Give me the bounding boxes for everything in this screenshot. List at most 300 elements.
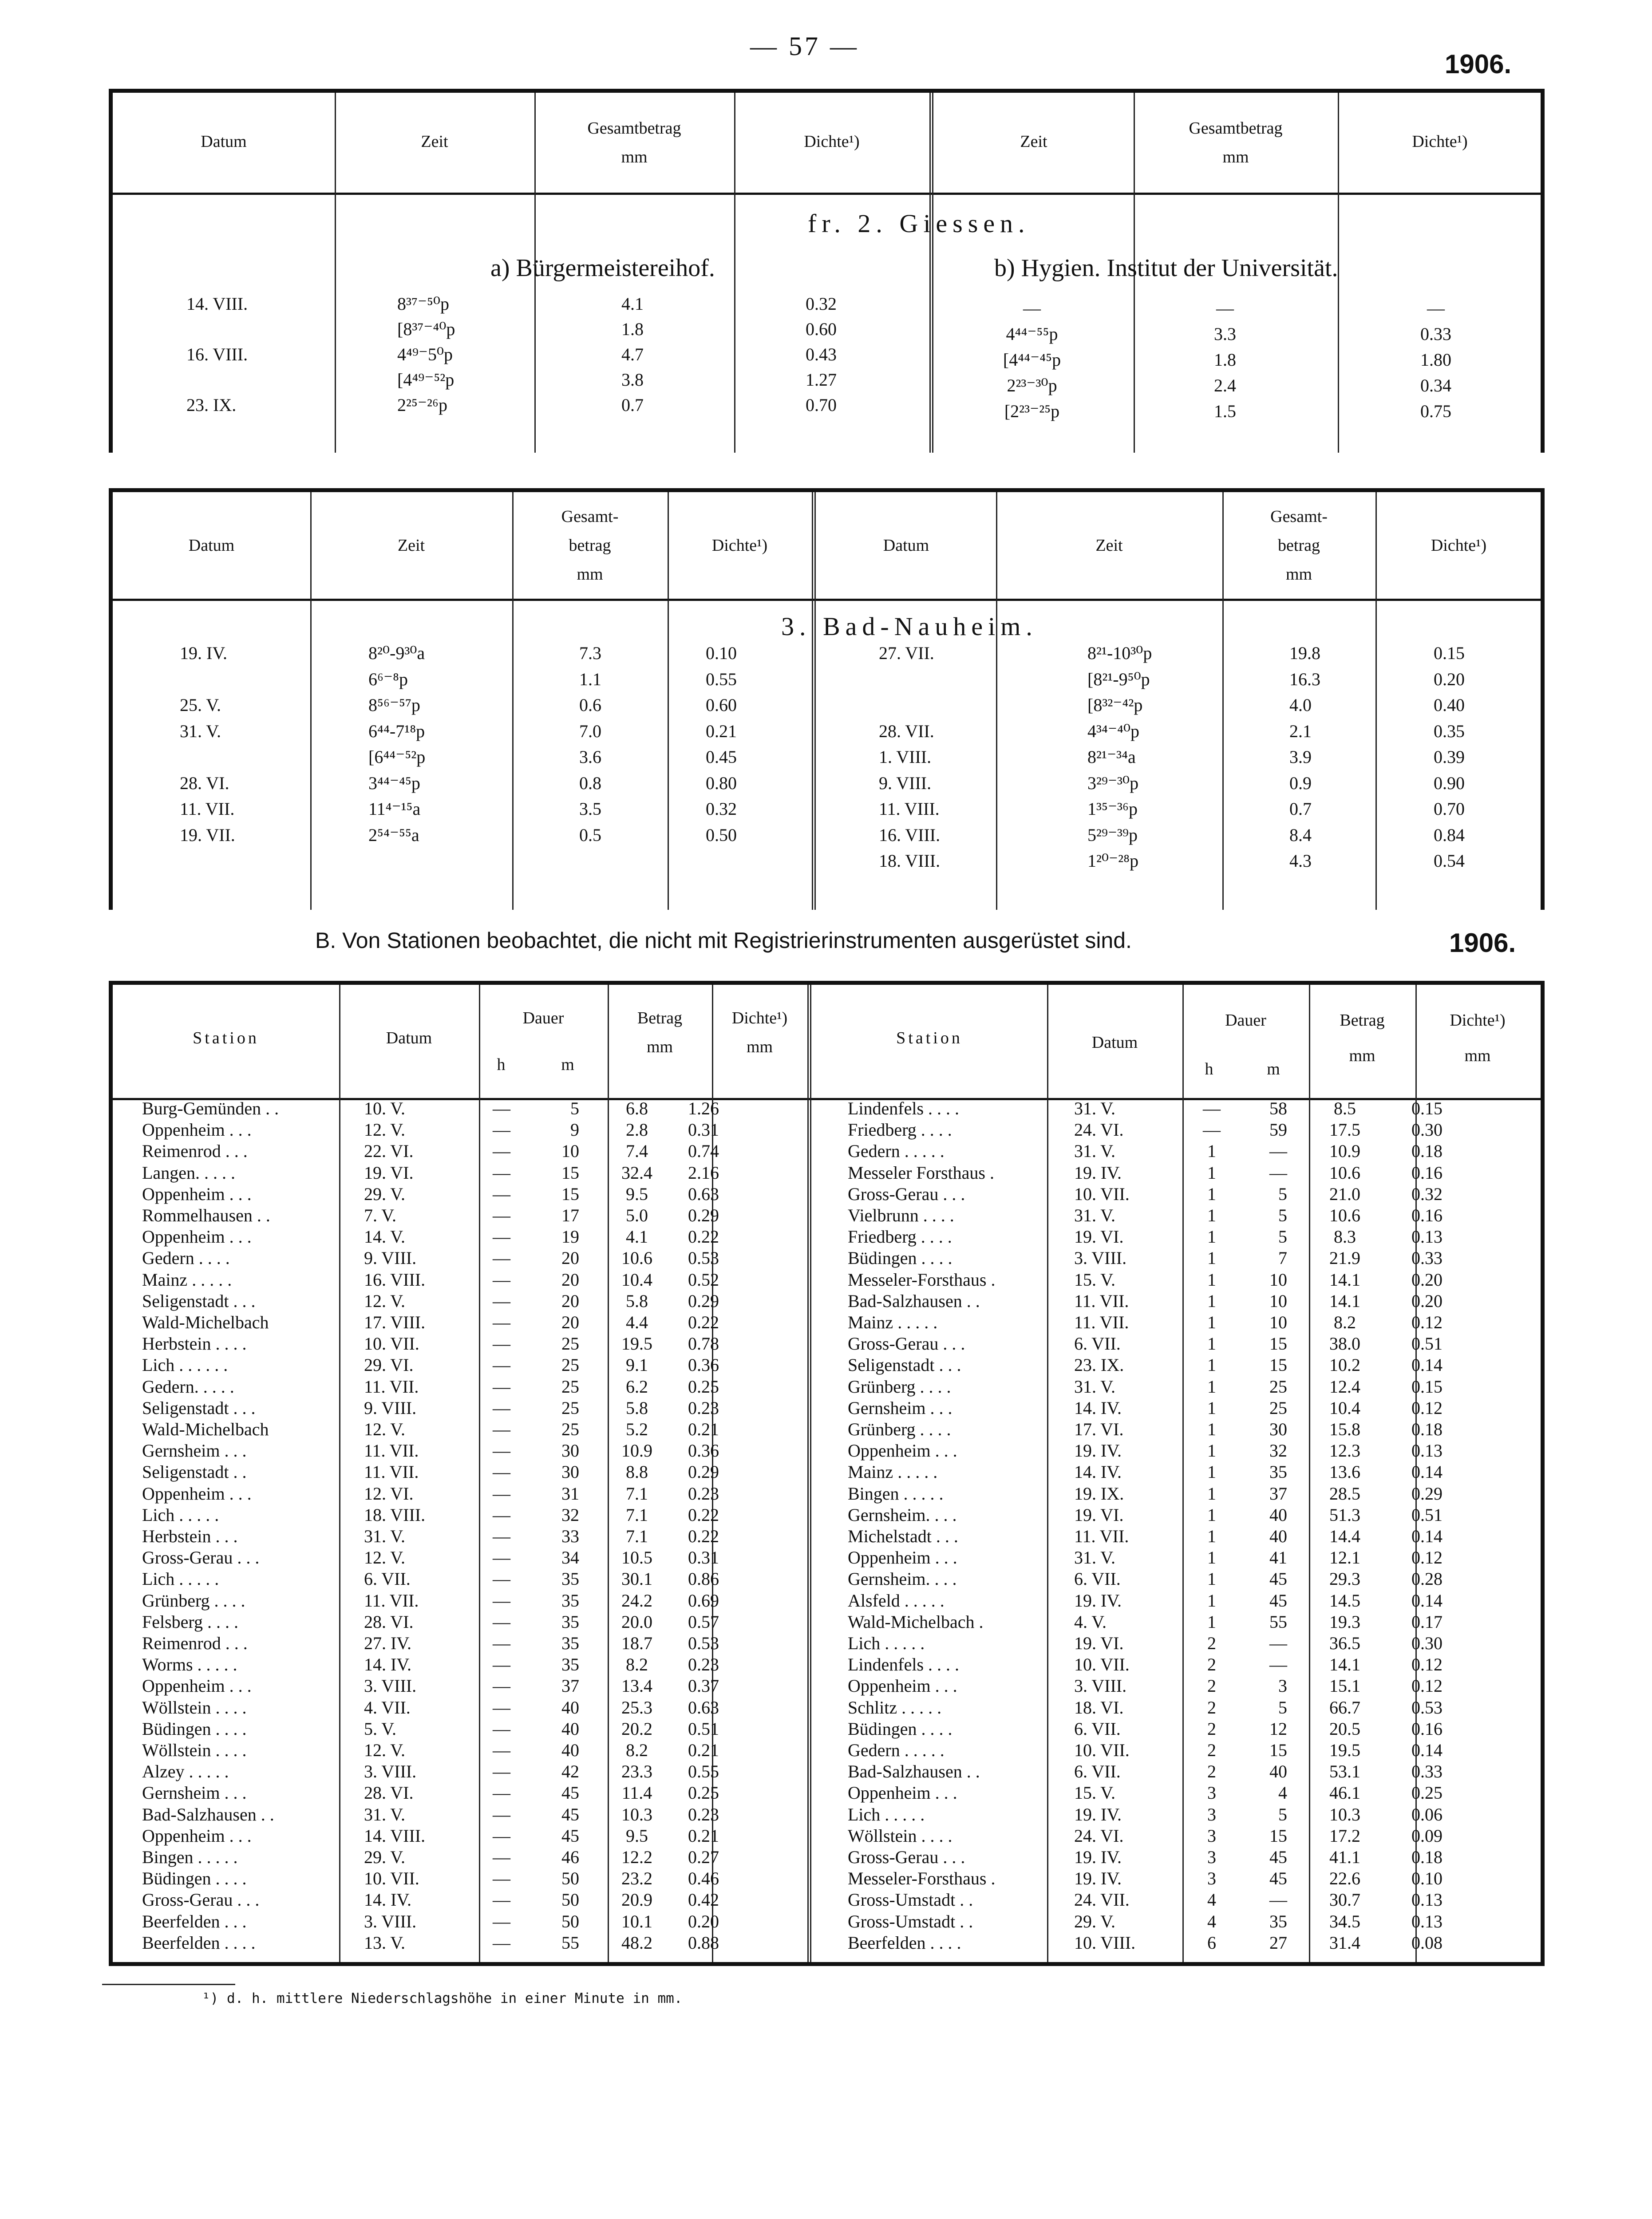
datum-cell: 28. VI.: [364, 1783, 414, 1803]
minutes-cell: 50: [561, 1890, 579, 1910]
hours-cell: 3: [1207, 1825, 1216, 1846]
datum-cell: 31. V.: [180, 721, 221, 741]
dichte-cell: 0.12: [1411, 1548, 1443, 1568]
header-unit: mm: [746, 1038, 773, 1056]
hours-cell: —: [493, 1504, 510, 1525]
minutes-cell: 15: [1269, 1355, 1287, 1375]
datum-cell: 18. VIII.: [879, 851, 941, 871]
datum-cell: 18. VIII.: [364, 1504, 426, 1525]
dichte-cell: 0.36: [688, 1355, 719, 1375]
datum-cell: 29. V.: [364, 1847, 406, 1867]
dichte-cell: 0.39: [1434, 747, 1465, 767]
dichte-cell: 0.10: [706, 643, 737, 663]
dichte-cell: 0.12: [1411, 1676, 1443, 1696]
datum-cell: 3. VIII.: [1074, 1248, 1127, 1268]
minutes-cell: 10: [1269, 1269, 1287, 1290]
datum-cell: 3. VIII.: [364, 1676, 417, 1696]
header-dichte: Dichte¹): [711, 536, 768, 555]
datum-cell: 6. VII.: [364, 1569, 411, 1589]
minutes-cell: 45: [1269, 1590, 1287, 1611]
hours-cell: 1: [1207, 1526, 1216, 1546]
dichte-cell: 0.53: [1411, 1697, 1443, 1718]
zeit-cell: 2²³⁻³⁰p: [1007, 375, 1057, 395]
betrag-cell: 3.6: [579, 747, 601, 767]
minutes-cell: 40: [561, 1697, 579, 1718]
datum-cell: 17. VI.: [1074, 1419, 1124, 1439]
minutes-cell: 40: [1269, 1761, 1287, 1782]
hours-cell: —: [493, 1890, 510, 1910]
zeit-cell: —: [1023, 298, 1041, 318]
hours-cell: —: [493, 1569, 510, 1589]
station-cell: Seligenstadt . . .: [142, 1398, 256, 1418]
station-cell: Gross-Gerau . . .: [142, 1890, 260, 1910]
dichte-cell: 0.21: [688, 1419, 719, 1439]
minutes-cell: 35: [561, 1633, 579, 1653]
minutes-cell: 31: [561, 1483, 579, 1504]
datum-cell: 12. VI.: [364, 1483, 414, 1504]
zeit-cell: [8³²⁻⁴²p: [1087, 695, 1143, 715]
dichte-cell: 0.33: [1411, 1761, 1443, 1782]
footnote: ¹) d. h. mittlere Niederschlagshöhe in einer Minute in mm.: [202, 1990, 683, 2006]
station-cell: Gedern . . . . .: [848, 1740, 945, 1760]
station-cell: Lich . . . . .: [142, 1569, 219, 1589]
station-cell: Oppenheim . . .: [142, 1184, 252, 1204]
datum-cell: 31. V.: [364, 1526, 406, 1546]
minutes-cell: 45: [1269, 1847, 1287, 1867]
header-hours: h: [1205, 1060, 1213, 1078]
header-zeit: Zeit: [397, 536, 425, 555]
dichte-cell: 1.27: [806, 370, 837, 390]
page-number: — 57 —: [750, 32, 859, 61]
dichte-cell: 0.33: [1420, 324, 1451, 344]
betrag-cell: 28.5: [1329, 1483, 1360, 1504]
hours-cell: —: [493, 1334, 510, 1354]
dichte-cell: 0.69: [688, 1590, 719, 1611]
datum-cell: 11. VII.: [364, 1462, 419, 1482]
betrag-cell: 7.4: [626, 1141, 648, 1161]
zeit-cell: [4⁴⁹⁻⁵²p: [397, 370, 454, 390]
dichte-cell: 0.35: [1434, 721, 1465, 741]
dichte-cell: 0.09: [1411, 1825, 1443, 1846]
station-cell: Schlitz . . . . .: [848, 1697, 942, 1718]
minutes-cell: 5: [1278, 1184, 1287, 1204]
minutes-cell: 30: [1269, 1419, 1287, 1439]
zeit-cell: [6⁴⁴⁻⁵²p: [368, 747, 426, 767]
betrag-cell: 11.4: [621, 1783, 652, 1803]
zeit-cell: 5²⁹⁻³⁹p: [1087, 825, 1138, 845]
minutes-cell: 15: [561, 1184, 579, 1204]
hours-cell: 1: [1207, 1462, 1216, 1482]
dichte-cell: 0.22: [688, 1312, 719, 1332]
betrag-cell: 38.0: [1329, 1334, 1360, 1354]
station-cell: Beerfelden . . . .: [848, 1932, 961, 1953]
betrag-cell: 10.5: [621, 1548, 652, 1568]
hours-cell: —: [493, 1398, 510, 1418]
minutes-cell: 45: [1269, 1569, 1287, 1589]
header-hours: h: [497, 1055, 506, 1074]
betrag-cell: 4.4: [626, 1312, 648, 1332]
datum-cell: 10. VII.: [1074, 1184, 1130, 1204]
station-cell: Gross-Umstadt . .: [848, 1911, 973, 1931]
datum-cell: 10. VII.: [1074, 1654, 1130, 1675]
datum-cell: 19. VII.: [180, 825, 235, 845]
dichte-cell: 0.20: [1434, 669, 1465, 689]
betrag-cell: 8.3: [1334, 1227, 1356, 1247]
datum-cell: 1. VIII.: [879, 747, 932, 767]
section-title-bad-nauheim: 3. Bad-Nauheim.: [781, 612, 1038, 641]
zeit-cell: 8²¹-10³⁰p: [1087, 643, 1152, 663]
header-datum: Datum: [386, 1029, 432, 1047]
section-title-giessen: fr. 2. Giessen.: [808, 209, 1030, 238]
header-datum: Datum: [201, 132, 247, 151]
section-b-year: 1906.: [1449, 928, 1516, 958]
minutes-cell: 37: [561, 1676, 579, 1696]
minutes-cell: 5: [570, 1098, 579, 1118]
datum-cell: 11. VII.: [1074, 1526, 1129, 1546]
betrag-cell: 12.1: [1329, 1548, 1360, 1568]
minutes-cell: —: [1269, 1654, 1287, 1675]
footnote-rule: [102, 1984, 235, 1985]
dichte-cell: 0.25: [688, 1783, 719, 1803]
hours-cell: —: [493, 1676, 510, 1696]
station-cell: Gernsheim . . .: [142, 1441, 247, 1461]
hours-cell: —: [493, 1761, 510, 1782]
header-unit: mm: [1285, 565, 1312, 584]
minutes-cell: 30: [561, 1462, 579, 1482]
minutes-cell: 34: [561, 1548, 579, 1568]
dichte-cell: 0.57: [688, 1611, 719, 1632]
datum-cell: 19. IV.: [1074, 1590, 1122, 1611]
datum-cell: 9. VIII.: [364, 1398, 417, 1418]
station-cell: Alsfeld . . . . .: [848, 1590, 945, 1611]
dichte-cell: 0.31: [688, 1548, 719, 1568]
minutes-cell: 33: [561, 1526, 579, 1546]
minutes-cell: 15: [1269, 1334, 1287, 1354]
betrag-cell: 24.2: [621, 1590, 652, 1611]
minutes-cell: 37: [1269, 1483, 1287, 1504]
minutes-cell: 12: [1269, 1718, 1287, 1739]
betrag-cell: 10.1: [621, 1911, 652, 1931]
betrag-cell: 1.8: [1214, 350, 1236, 370]
datum-cell: 19. IV.: [180, 643, 228, 663]
betrag-cell: 12.2: [621, 1847, 652, 1867]
betrag-cell: 20.0: [621, 1611, 652, 1632]
station-cell: Gross-Umstadt . .: [848, 1890, 973, 1910]
betrag-cell: 7.1: [626, 1483, 648, 1504]
minutes-cell: 45: [1269, 1868, 1287, 1889]
dichte-cell: 0.88: [688, 1932, 719, 1953]
header-betrag: betrag: [1278, 536, 1320, 555]
station-cell: Lich . . . . . .: [142, 1355, 228, 1375]
station-cell: Büdingen . . . .: [142, 1868, 247, 1889]
betrag-cell: 15.1: [1329, 1676, 1360, 1696]
zeit-cell: 2²⁵⁻²⁶p: [397, 395, 447, 415]
minutes-cell: 40: [561, 1718, 579, 1739]
datum-cell: 19. IV.: [1074, 1847, 1122, 1867]
minutes-cell: 15: [1269, 1825, 1287, 1846]
hours-cell: —: [493, 1441, 510, 1461]
station-cell: Wald-Michelbach: [142, 1419, 269, 1439]
dichte-cell: 0.14: [1411, 1462, 1443, 1482]
betrag-cell: 14.4: [1329, 1526, 1360, 1546]
dichte-cell: 0.43: [806, 344, 837, 364]
header-zeit: Zeit: [421, 132, 448, 151]
station-cell: Michelstadt . . .: [848, 1526, 958, 1546]
minutes-cell: 35: [561, 1654, 579, 1675]
datum-cell: 31. V.: [1074, 1205, 1116, 1225]
hours-cell: 1: [1207, 1269, 1216, 1290]
betrag-cell: 4.1: [621, 294, 644, 314]
dichte-cell: 0.18: [1411, 1419, 1443, 1439]
minutes-cell: —: [1269, 1633, 1287, 1653]
dichte-cell: 0.20: [1411, 1291, 1443, 1311]
zeit-cell: [2²³⁻²⁵p: [1004, 401, 1060, 421]
dichte-cell: 0.22: [688, 1227, 719, 1247]
dichte-cell: 0.70: [806, 395, 837, 415]
dichte-cell: 0.84: [1434, 825, 1465, 845]
minutes-cell: 32: [1269, 1441, 1287, 1461]
minutes-cell: 55: [1269, 1611, 1287, 1632]
dichte-cell: 0.23: [688, 1654, 719, 1675]
betrag-cell: 51.3: [1329, 1504, 1360, 1525]
datum-cell: 14. VIII.: [186, 294, 248, 314]
station-cell: Gross-Gerau . . .: [848, 1334, 965, 1354]
dichte-cell: 0.29: [688, 1291, 719, 1311]
datum-cell: 28. VI.: [180, 773, 229, 793]
datum-cell: 29. V.: [1074, 1911, 1116, 1931]
betrag-cell: 0.5: [579, 825, 601, 845]
header-datum: Datum: [883, 536, 929, 555]
betrag-cell: 32.4: [621, 1162, 652, 1183]
station-cell: Wöllstein . . . .: [848, 1825, 952, 1846]
betrag-cell: 0.8: [579, 773, 601, 793]
dichte-cell: 0.23: [688, 1398, 719, 1418]
hours-cell: 6: [1207, 1932, 1216, 1953]
minutes-cell: 5: [1278, 1227, 1287, 1247]
betrag-cell: 14.1: [1329, 1269, 1360, 1290]
datum-cell: 16. VIII.: [186, 344, 248, 364]
minutes-cell: 46: [561, 1847, 579, 1867]
betrag-cell: 23.2: [621, 1868, 652, 1889]
dichte-cell: 0.12: [1411, 1398, 1443, 1418]
header-betrag: Betrag: [637, 1009, 683, 1027]
minutes-cell: 5: [1278, 1804, 1287, 1824]
dichte-cell: 0.13: [1411, 1441, 1443, 1461]
hours-cell: 3: [1207, 1804, 1216, 1824]
betrag-cell: 9.1: [626, 1355, 648, 1375]
hours-cell: —: [493, 1120, 510, 1140]
datum-cell: 27. IV.: [364, 1633, 412, 1653]
header-gesamtbetrag: Gesamtbetrag: [1189, 119, 1283, 138]
hours-cell: —: [493, 1098, 510, 1118]
hours-cell: 2: [1207, 1654, 1216, 1675]
betrag-cell: 10.6: [1329, 1205, 1360, 1225]
hours-cell: —: [493, 1611, 510, 1632]
station-cell: Gernsheim . . .: [848, 1398, 952, 1418]
betrag-cell: 0.9: [1289, 773, 1312, 793]
minutes-cell: 17: [561, 1205, 579, 1225]
station-cell: Bad-Salzhausen . .: [848, 1761, 980, 1782]
betrag-cell: 6.2: [626, 1376, 648, 1397]
dichte-cell: 2.16: [688, 1162, 719, 1183]
betrag-cell: 5.2: [626, 1419, 648, 1439]
datum-cell: 3. VIII.: [364, 1761, 417, 1782]
station-cell: Beerfelden . . .: [142, 1911, 247, 1931]
dichte-cell: 0.14: [1411, 1355, 1443, 1375]
betrag-cell: 3.9: [1289, 747, 1312, 767]
hours-cell: 1: [1207, 1291, 1216, 1311]
station-cell: Grünberg . . . .: [848, 1419, 951, 1439]
betrag-cell: 17.2: [1329, 1825, 1360, 1846]
betrag-cell: 21.0: [1329, 1184, 1360, 1204]
betrag-cell: 29.3: [1329, 1569, 1360, 1589]
minutes-cell: 45: [561, 1804, 579, 1824]
header-gesamt: Gesamt-: [561, 507, 619, 526]
dichte-cell: 0.78: [688, 1334, 719, 1354]
station-cell: Lich . . . . .: [142, 1504, 219, 1525]
hours-cell: 2: [1207, 1633, 1216, 1653]
dichte-cell: 0.53: [688, 1633, 719, 1653]
betrag-cell: 21.9: [1329, 1248, 1360, 1268]
hours-cell: —: [493, 1312, 510, 1332]
minutes-cell: 20: [561, 1269, 579, 1290]
zeit-cell: [8²¹-9⁵⁰p: [1087, 669, 1150, 689]
datum-cell: 11. VIII.: [879, 799, 940, 819]
dichte-cell: 0.75: [1420, 401, 1451, 421]
datum-cell: 12. V.: [364, 1740, 406, 1760]
betrag-cell: 23.3: [621, 1761, 652, 1782]
dichte-cell: 0.74: [688, 1141, 719, 1161]
minutes-cell: 20: [561, 1248, 579, 1268]
zeit-cell: [8³⁷⁻⁴⁰p: [397, 319, 455, 339]
datum-cell: 27. VII.: [879, 643, 934, 663]
station-cell: Gedern. . . . .: [142, 1376, 234, 1397]
station-cell: Lindenfels . . . .: [848, 1654, 960, 1675]
datum-cell: 19. IV.: [1074, 1441, 1122, 1461]
betrag-cell: 7.3: [579, 643, 601, 663]
datum-cell: 3. VIII.: [364, 1911, 417, 1931]
station-cell: Lich . . . . .: [848, 1633, 925, 1653]
minutes-cell: 30: [561, 1441, 579, 1461]
hours-cell: —: [493, 1932, 510, 1953]
betrag-cell: 20.9: [621, 1890, 652, 1910]
hours-cell: —: [493, 1419, 510, 1439]
minutes-cell: 10: [561, 1141, 579, 1161]
dichte-cell: 0.14: [1411, 1526, 1443, 1546]
station-cell: Burg-Gemünden . .: [142, 1098, 279, 1118]
hours-cell: 2: [1207, 1740, 1216, 1760]
station-cell: Gernsheim. . . .: [848, 1504, 957, 1525]
dichte-cell: 0.32: [1411, 1184, 1443, 1204]
datum-cell: 7. V.: [364, 1205, 397, 1225]
datum-cell: 11. VII.: [364, 1376, 419, 1397]
dichte-cell: 0.14: [1411, 1740, 1443, 1760]
station-cell: Bingen . . . . .: [142, 1847, 238, 1867]
dichte-cell: 1.80: [1420, 350, 1451, 370]
hours-cell: —: [493, 1825, 510, 1846]
hours-cell: 2: [1207, 1697, 1216, 1718]
datum-cell: 19. VI.: [1074, 1633, 1124, 1653]
betrag-cell: 5.8: [626, 1291, 648, 1311]
datum-cell: 14. VIII.: [364, 1825, 426, 1846]
zeit-cell: 8²¹⁻³⁴a: [1087, 747, 1136, 767]
station-cell: Oppenheim . . .: [142, 1676, 252, 1696]
dichte-cell: 0.22: [688, 1526, 719, 1546]
dichte-cell: 0.15: [1434, 643, 1465, 663]
station-cell: Grünberg . . . .: [142, 1590, 245, 1611]
hours-cell: 1: [1207, 1334, 1216, 1354]
dichte-cell: 0.80: [706, 773, 737, 793]
datum-cell: 14. IV.: [1074, 1462, 1122, 1482]
hours-cell: 2: [1207, 1761, 1216, 1782]
minutes-cell: 5: [1278, 1697, 1287, 1718]
zeit-cell: 6⁶⁻⁸p: [368, 669, 408, 689]
station-cell: Seligenstadt . . .: [142, 1291, 256, 1311]
header-dichte: Dichte¹): [1450, 1011, 1506, 1030]
minutes-cell: 32: [561, 1504, 579, 1525]
dichte-cell: 0.55: [706, 669, 737, 689]
datum-cell: 12. V.: [364, 1120, 406, 1140]
betrag-cell: 10.4: [1329, 1398, 1360, 1418]
header-station: Station: [896, 1029, 963, 1047]
datum-cell: 31. V.: [1074, 1548, 1116, 1568]
datum-cell: 16. VIII.: [879, 825, 941, 845]
header-dauer: Dauer: [522, 1009, 564, 1027]
header-datum: Datum: [188, 536, 235, 555]
station-cell: Gernsheim . . .: [142, 1783, 247, 1803]
station-cell: Reimenrod . . .: [142, 1633, 248, 1653]
header-dichte: Dichte¹): [1431, 536, 1487, 555]
header-dauer: Dauer: [1225, 1011, 1266, 1030]
hours-cell: 1: [1207, 1398, 1216, 1418]
hours-cell: —: [493, 1205, 510, 1225]
datum-cell: 29. VI.: [364, 1355, 414, 1375]
hours-cell: 1: [1207, 1483, 1216, 1504]
dichte-cell: 0.22: [688, 1504, 719, 1525]
hours-cell: —: [493, 1548, 510, 1568]
betrag-cell: 7.0: [579, 721, 601, 741]
hours-cell: —: [493, 1376, 510, 1397]
station-cell: Alzey . . . . .: [142, 1761, 229, 1782]
station-cell: Bingen . . . . .: [848, 1483, 944, 1504]
minutes-cell: 42: [561, 1761, 579, 1782]
betrag-cell: 1.8: [621, 319, 644, 339]
betrag-cell: 10.3: [621, 1804, 652, 1824]
header-dichte: Dichte¹): [804, 132, 860, 151]
betrag-cell: 4.3: [1289, 851, 1312, 871]
datum-cell: 6. VII.: [1074, 1718, 1121, 1739]
betrag-cell: 8.2: [626, 1654, 648, 1675]
dichte-cell: 0.63: [688, 1184, 719, 1204]
zeit-cell: 1³⁵⁻³⁶p: [1087, 799, 1138, 819]
datum-cell: 22. VI.: [364, 1141, 414, 1161]
betrag-cell: 1.5: [1214, 401, 1236, 421]
station-cell: Oppenheim . . .: [848, 1548, 957, 1568]
betrag-cell: 19.8: [1289, 643, 1320, 663]
hours-cell: 1: [1207, 1590, 1216, 1611]
betrag-cell: 25.3: [621, 1697, 652, 1718]
betrag-cell: 31.4: [1329, 1932, 1360, 1953]
hours-cell: 1: [1207, 1441, 1216, 1461]
dichte-cell: 0.52: [688, 1269, 719, 1290]
betrag-cell: 10.9: [621, 1441, 652, 1461]
datum-cell: 14. IV.: [1074, 1398, 1122, 1418]
station-cell: Gedern . . . .: [142, 1248, 230, 1268]
minutes-cell: 35: [561, 1611, 579, 1632]
hours-cell: —: [493, 1526, 510, 1546]
dichte-cell: 0.13: [1411, 1890, 1443, 1910]
hours-cell: 4: [1207, 1911, 1216, 1931]
